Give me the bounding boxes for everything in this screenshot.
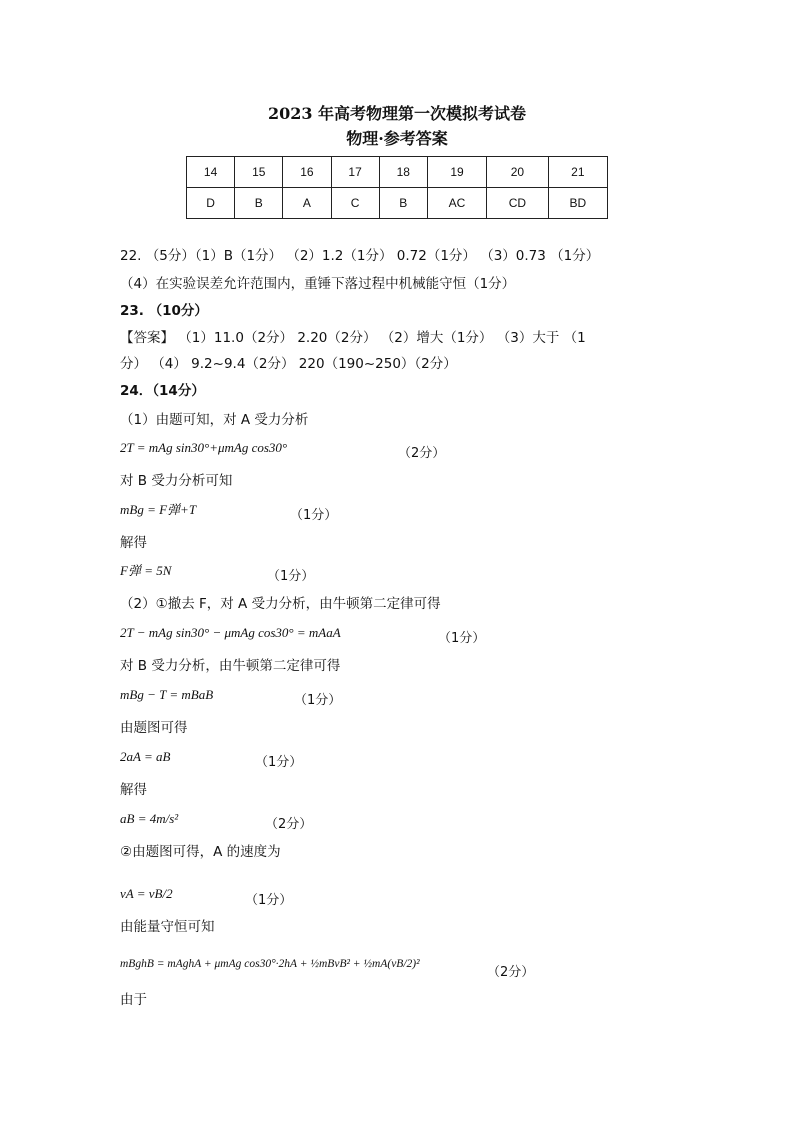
question-number: 20 xyxy=(487,157,549,188)
q24-eq4: 2T − mAg sin30° − μmAg cos30° = mAaA xyxy=(120,625,341,640)
q24-para7: 解得 xyxy=(120,782,147,798)
q23-line2: 分） （4） 9.2~9.4（2分） 220（190~250）（2分） xyxy=(120,356,457,372)
question-number: 19 xyxy=(427,157,486,188)
q24-para6: 由题图可得 xyxy=(120,720,188,736)
q24-eq2: mBg = F弹+T xyxy=(120,502,197,517)
q23-heading: 23. （10分） xyxy=(120,303,208,319)
q24-para2: 对 B 受力分析可知 xyxy=(120,473,233,489)
q24-eq1: 2T = mAg sin30°+μmAg cos30° xyxy=(120,440,288,455)
q24-para10: 由于 xyxy=(120,992,147,1008)
question-number: 14 xyxy=(187,157,235,188)
q24-eq6: 2aA = aB xyxy=(120,749,171,764)
q24-para5: 对 B 受力分析，由牛顿第二定律可得 xyxy=(120,658,341,674)
answer-cell: A xyxy=(283,188,331,219)
answer-table-number-row xyxy=(187,157,608,188)
q24-score2: （1分） xyxy=(290,508,338,523)
q24-eq9: mBghB = mAghA + μmAg cos30°·2hA + ½mBvB² + ½mA(vB/2)² xyxy=(120,958,420,970)
answer-table-answer-row xyxy=(187,188,608,219)
q23-line1: 【答案】 （1）11.0（2分） 2.20（2分） （2）增大（1分） （3）大于 （1 xyxy=(120,330,586,346)
q24-score6: （1分） xyxy=(255,755,303,770)
q22-line1: 22. （5分）（1）B（1分） （2）1.2（1分） 0.72（1分） （3）0.73 （1分） xyxy=(120,248,600,264)
q24-score7: （2分） xyxy=(265,817,313,832)
answer-cell: B xyxy=(235,188,283,219)
q24-eq3: F弹 = 5N xyxy=(120,563,172,578)
q24-para4: （2）①撤去 F，对 A 受力分析，由牛顿第二定律可得 xyxy=(120,596,441,612)
question-number: 16 xyxy=(283,157,331,188)
q24-score5: （1分） xyxy=(294,693,342,708)
page-title: 2023 年高考物理第一次模拟考试卷 xyxy=(267,104,527,123)
answer-cell: C xyxy=(331,188,379,219)
q24-eq5: mBg − T = mBaB xyxy=(120,687,214,702)
question-number: 17 xyxy=(331,157,379,188)
answer-cell: D xyxy=(187,188,235,219)
q24-score4: （1分） xyxy=(438,631,486,646)
q24-score8: （1分） xyxy=(245,893,293,908)
answer-cell: AC xyxy=(427,188,486,219)
q22-line2: （4）在实验误差允许范围内，重锤下落过程中机械能守恒（1分） xyxy=(120,276,516,292)
page-subtitle: 物理·参考答案 xyxy=(346,129,448,148)
question-number: 18 xyxy=(379,157,427,188)
q24-para8: ②由题图可得，A 的速度为 xyxy=(120,844,281,860)
answer-table xyxy=(186,156,608,219)
q24-score1: （2分） xyxy=(398,446,446,461)
q24-eq8: vA = vB/2 xyxy=(120,886,173,901)
q24-para9: 由能量守恒可知 xyxy=(120,919,215,935)
q24-heading: 24．（14分） xyxy=(120,383,205,399)
answer-cell: B xyxy=(379,188,427,219)
question-number: 15 xyxy=(235,157,283,188)
q24-para3: 解得 xyxy=(120,535,147,551)
answer-cell: CD xyxy=(487,188,549,219)
answer-cell: BD xyxy=(548,188,607,219)
question-number: 21 xyxy=(548,157,607,188)
q24-score3: （1分） xyxy=(267,569,315,584)
q24-score9: （2分） xyxy=(487,965,535,980)
q24-eq7: aB = 4m/s² xyxy=(120,811,179,826)
q24-para1: （1）由题可知，对 A 受力分析 xyxy=(120,412,309,428)
